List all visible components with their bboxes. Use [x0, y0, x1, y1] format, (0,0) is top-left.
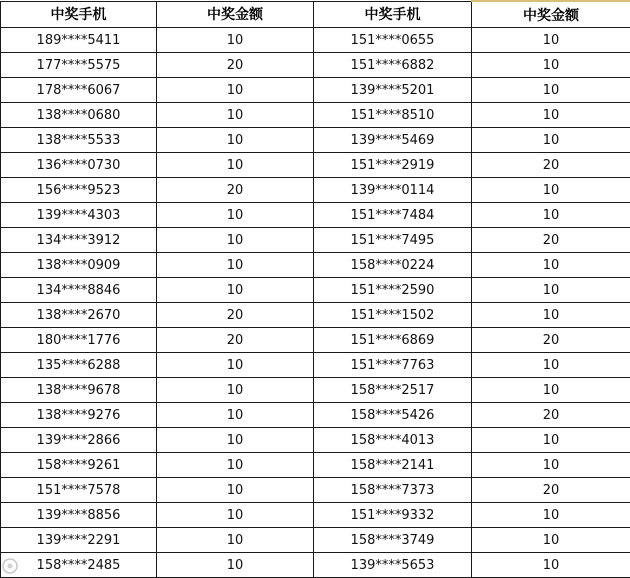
cell-phone-1: 138****2670 — [1, 303, 157, 328]
cell-amount-2: 10 — [472, 503, 630, 528]
cell-amount-1: 10 — [157, 453, 314, 478]
table-row — [1, 428, 630, 453]
cell-amount-2: 10 — [472, 278, 630, 303]
table-row — [1, 453, 630, 478]
cell-amount-1: 10 — [157, 378, 314, 403]
cell-phone-2: 151****6882 — [314, 53, 472, 78]
cell-phone-2: 158****2141 — [314, 453, 472, 478]
table-row — [1, 528, 630, 553]
cell-phone-1: 138****9276 — [1, 403, 157, 428]
cell-amount-1: 10 — [157, 28, 314, 53]
cell-phone-1: 139****2291 — [1, 528, 157, 553]
cell-phone-1: 156****9523 — [1, 178, 157, 203]
cell-amount-1: 20 — [157, 303, 314, 328]
header-amount-2: 中奖金额 — [472, 1, 630, 28]
table-header — [1, 1, 630, 28]
cell-phone-2: 151****1502 — [314, 303, 472, 328]
cell-phone-1: 158****9261 — [1, 453, 157, 478]
cell-amount-2: 20 — [472, 328, 630, 353]
table-row — [1, 403, 630, 428]
table-row — [1, 478, 630, 503]
cell-amount-1: 10 — [157, 228, 314, 253]
cell-amount-2: 10 — [472, 378, 630, 403]
cell-phone-2: 158****5426 — [314, 403, 472, 428]
cell-phone-1: 138****0909 — [1, 253, 157, 278]
header-row — [1, 1, 630, 28]
table-row — [1, 228, 630, 253]
table-row — [1, 253, 630, 278]
cell-amount-2: 20 — [472, 228, 630, 253]
cell-amount-1: 20 — [157, 328, 314, 353]
cell-phone-1: 189****5411 — [1, 28, 157, 53]
cell-phone-2: 158****3749 — [314, 528, 472, 553]
table-row — [1, 378, 630, 403]
cell-amount-1: 10 — [157, 478, 314, 503]
cell-amount-1: 20 — [157, 53, 314, 78]
cell-phone-2: 139****5653 — [314, 553, 472, 578]
cell-amount-1: 10 — [157, 528, 314, 553]
cell-amount-1: 10 — [157, 278, 314, 303]
cell-amount-2: 10 — [472, 353, 630, 378]
table-row — [1, 103, 630, 128]
cell-phone-2: 151****7484 — [314, 203, 472, 228]
cell-phone-1: 139****4303 — [1, 203, 157, 228]
cell-amount-1: 10 — [157, 253, 314, 278]
cell-amount-2: 10 — [472, 453, 630, 478]
cell-amount-1: 10 — [157, 153, 314, 178]
cell-phone-2: 151****7495 — [314, 228, 472, 253]
cell-phone-1: 158****2485 — [1, 553, 157, 578]
cell-phone-1: 180****1776 — [1, 328, 157, 353]
cell-phone-1: 134****3912 — [1, 228, 157, 253]
cell-amount-2: 10 — [472, 128, 630, 153]
cell-phone-1: 138****9678 — [1, 378, 157, 403]
header-phone-1: 中奖手机 — [1, 1, 157, 28]
cell-phone-1: 151****7578 — [1, 478, 157, 503]
cell-amount-2: 10 — [472, 203, 630, 228]
cell-phone-1: 177****5575 — [1, 53, 157, 78]
table-row — [1, 78, 630, 103]
cell-amount-2: 20 — [472, 403, 630, 428]
cell-amount-2: 10 — [472, 103, 630, 128]
table-row — [1, 53, 630, 78]
cell-amount-1: 10 — [157, 128, 314, 153]
table-body — [1, 28, 630, 578]
cell-phone-2: 151****0655 — [314, 28, 472, 53]
table-row — [1, 303, 630, 328]
cell-phone-2: 139****5469 — [314, 128, 472, 153]
table-row — [1, 353, 630, 378]
cell-amount-1: 10 — [157, 203, 314, 228]
cell-phone-1: 138****0680 — [1, 103, 157, 128]
cell-amount-2: 10 — [472, 28, 630, 53]
cell-amount-2: 10 — [472, 528, 630, 553]
cell-phone-1: 134****8846 — [1, 278, 157, 303]
cell-phone-2: 158****0224 — [314, 253, 472, 278]
table-row — [1, 203, 630, 228]
cell-amount-1: 10 — [157, 78, 314, 103]
cell-phone-2: 158****2517 — [314, 378, 472, 403]
cell-phone-1: 139****8856 — [1, 503, 157, 528]
cell-amount-1: 10 — [157, 503, 314, 528]
table-row — [1, 153, 630, 178]
cell-amount-2: 10 — [472, 178, 630, 203]
cell-phone-1: 135****6288 — [1, 353, 157, 378]
table-row — [1, 328, 630, 353]
cell-phone-2: 151****7763 — [314, 353, 472, 378]
cell-phone-1: 136****0730 — [1, 153, 157, 178]
cell-amount-2: 10 — [472, 553, 630, 578]
cell-phone-2: 151****2590 — [314, 278, 472, 303]
cell-phone-2: 151****8510 — [314, 103, 472, 128]
cell-phone-2: 151****6869 — [314, 328, 472, 353]
cell-amount-1: 10 — [157, 353, 314, 378]
cell-amount-1: 10 — [157, 428, 314, 453]
cell-amount-2: 20 — [472, 153, 630, 178]
cell-amount-2: 10 — [472, 253, 630, 278]
cell-amount-2: 20 — [472, 478, 630, 503]
cell-amount-1: 20 — [157, 178, 314, 203]
cell-phone-2: 158****7373 — [314, 478, 472, 503]
cell-phone-2: 151****9332 — [314, 503, 472, 528]
header-amount-1: 中奖金额 — [157, 1, 314, 28]
cell-phone-2: 139****0114 — [314, 178, 472, 203]
table-row — [1, 178, 630, 203]
cell-amount-1: 10 — [157, 103, 314, 128]
table-row — [1, 553, 630, 578]
cell-amount-1: 10 — [157, 553, 314, 578]
cell-phone-2: 158****4013 — [314, 428, 472, 453]
cell-amount-2: 10 — [472, 303, 630, 328]
cell-amount-2: 10 — [472, 78, 630, 103]
header-phone-2: 中奖手机 — [314, 1, 472, 28]
table-row — [1, 503, 630, 528]
table-row — [1, 28, 630, 53]
cell-phone-1: 139****2866 — [1, 428, 157, 453]
table-row — [1, 278, 630, 303]
cell-amount-2: 10 — [472, 53, 630, 78]
table-row — [1, 128, 630, 153]
cell-phone-2: 151****2919 — [314, 153, 472, 178]
cell-amount-1: 10 — [157, 403, 314, 428]
cell-phone-1: 178****6067 — [1, 78, 157, 103]
cell-amount-2: 10 — [472, 428, 630, 453]
cell-phone-1: 138****5533 — [1, 128, 157, 153]
cell-phone-2: 139****5201 — [314, 78, 472, 103]
